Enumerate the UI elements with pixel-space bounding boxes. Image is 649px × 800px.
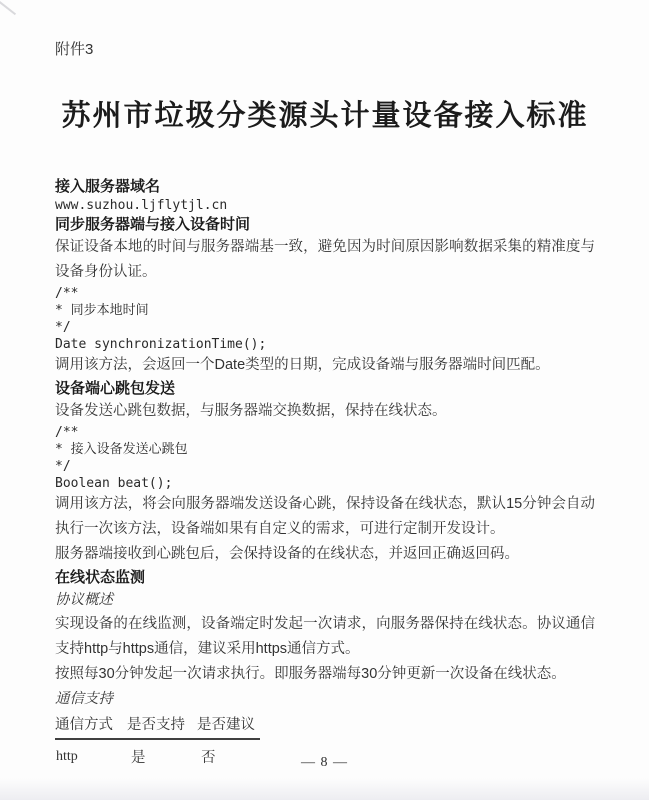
code-line: /** bbox=[55, 425, 79, 440]
section-heading: 接入服务器域名 bbox=[55, 178, 161, 195]
table-cell-supported: 是 bbox=[131, 750, 146, 766]
table-cell-protocol: http bbox=[56, 748, 78, 764]
table-header-cell: 是否支持 bbox=[127, 713, 197, 739]
code-line: Boolean beat(); bbox=[55, 476, 173, 491]
subheading-italic: 通信支持 bbox=[55, 691, 113, 707]
paragraph: 服务器端接收到心跳包后，会保持设备的在线状态，并返回正确返回码。 bbox=[55, 546, 519, 562]
attachment-label: 附件3 bbox=[55, 41, 94, 58]
table-cell-recommended: 否 bbox=[201, 750, 216, 766]
section-heading: 在线状态监测 bbox=[55, 569, 146, 586]
code-line: www.suzhou.ljflytjl.cn bbox=[55, 198, 228, 213]
paragraph: 按照每30分钟发起一次请求执行。即服务器端每30分钟更新一次设备在线状态。 bbox=[55, 666, 566, 682]
code-line: * 接入设备发送心跳包 bbox=[55, 442, 188, 457]
paragraph: 保证设备本地的时间与服务器端基一致，避免因为时间原因影响数据采集的精准度与设备身份认证。 bbox=[55, 239, 595, 280]
paragraph: 调用该方法，会返回一个Date类型的日期，完成设备端与服务器端时间匹配。 bbox=[55, 357, 550, 373]
scan-bottom-edge bbox=[0, 778, 649, 800]
document-body bbox=[55, 176, 595, 768]
code-line: */ bbox=[55, 320, 71, 335]
code-line: * 同步本地时间 bbox=[55, 303, 149, 318]
paragraph: 调用该方法，将会向服务器端发送设备心跳，保持设备在线状态，默认15分钟会自动执行一次该方法，设备端如果有自定义的需求，可进行定制开发设计。 bbox=[55, 496, 595, 537]
page-number: — 8 — bbox=[301, 755, 348, 770]
section-heading: 设备端心跳包发送 bbox=[55, 380, 176, 397]
table-header-row bbox=[55, 713, 260, 739]
table-header-cell: 是否建议 bbox=[197, 713, 260, 739]
paragraph: 设备发送心跳包数据，与服务器端交换数据，保持在线状态。 bbox=[55, 403, 447, 419]
section-heading: 同步服务器端与接入设备时间 bbox=[55, 216, 251, 233]
code-line: Date synchronizationTime(); bbox=[55, 337, 267, 352]
subheading-italic: 协议概述 bbox=[55, 592, 113, 608]
code-line: */ bbox=[55, 459, 71, 474]
code-line: /** bbox=[55, 286, 79, 301]
scan-corner-artifact bbox=[0, 0, 16, 15]
document-title: 苏州市垃圾分类源头计量设备接入标准 bbox=[61, 98, 589, 132]
table-header-cell: 通信方式 bbox=[55, 713, 127, 739]
paragraph: 实现设备的在线监测，设备端定时发起一次请求，向服务器保持在线状态。协议通信支持http与https通信，建议采用https通信方式。 bbox=[55, 616, 595, 657]
